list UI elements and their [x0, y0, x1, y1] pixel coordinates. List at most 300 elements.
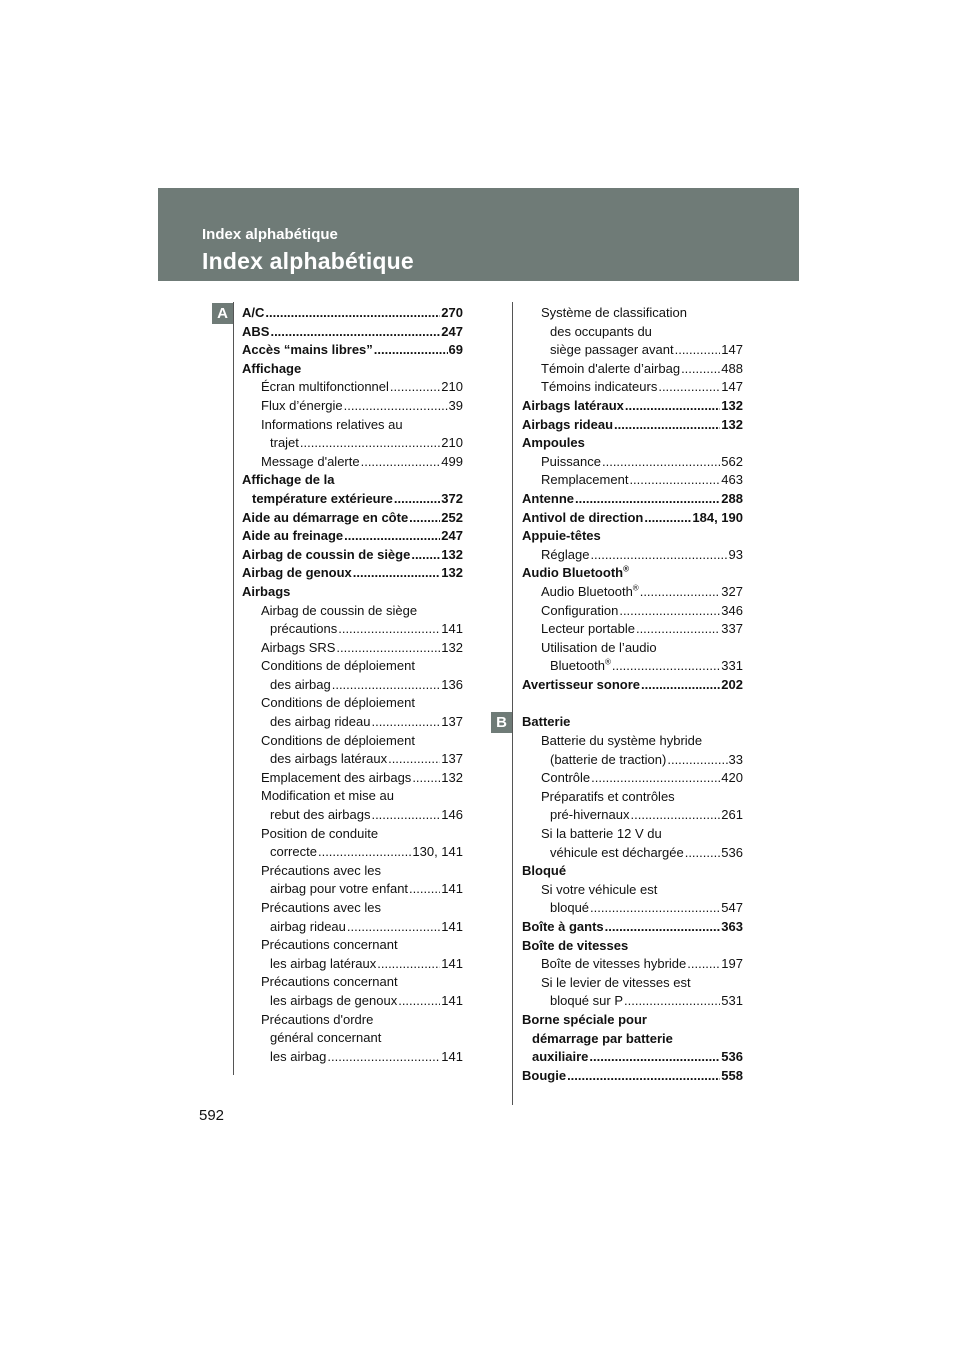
entry-term-text: Conditions de déploiement	[261, 695, 415, 711]
entry-term-text: Remplacement	[541, 472, 629, 488]
entry-term-text: Configuration	[541, 602, 619, 618]
page-reference[interactable]: 33	[728, 751, 743, 767]
entry-term-text: Bloqué	[522, 863, 567, 879]
index-entry-boite-de-vitesses	[522, 937, 743, 956]
index-entry-general-concernant	[242, 1029, 463, 1048]
index-entry-batterie-de-traction[interactable]	[522, 751, 743, 770]
entry-term	[550, 899, 589, 918]
page-reference[interactable]: 531	[721, 993, 743, 1009]
index-entry-precautions[interactable]	[242, 620, 463, 639]
page-reference[interactable]: 93	[728, 546, 743, 562]
page-number: 592	[199, 1107, 225, 1124]
dot-leader	[567, 1067, 720, 1086]
entry-term	[261, 936, 398, 955]
index-entry-remplacement[interactable]	[522, 471, 743, 490]
index-entry-bougie[interactable]	[522, 1067, 743, 1086]
page-reference[interactable]: 346	[721, 602, 743, 618]
page-reference[interactable]: 141	[441, 621, 463, 637]
page-reference[interactable]: 247	[441, 323, 463, 339]
entry-term-text: auxiliaire	[532, 1049, 589, 1065]
page-reference[interactable]: 136	[441, 676, 463, 692]
entry-term-text: Ampoules	[522, 435, 585, 451]
entry-term	[252, 490, 393, 509]
index-entry-airbag-de-genoux[interactable]	[242, 564, 463, 583]
index-entry-temperature-exterieure[interactable]	[242, 490, 463, 509]
index-entry-temoins-indicateurs[interactable]	[522, 378, 743, 397]
index-entry-airbag-pour-votre-enfant[interactable]	[242, 880, 463, 899]
entry-term-text: Précautions avec les	[261, 862, 381, 878]
entry-term	[261, 602, 417, 621]
page-reference[interactable]: 488	[721, 360, 743, 376]
index-entry-aide-au-freinage[interactable]	[242, 527, 463, 546]
page-reference[interactable]: 252	[441, 509, 463, 525]
entry-term-text: général concernant	[270, 1030, 382, 1046]
page-reference[interactable]: 210	[441, 379, 463, 395]
entry-term-text: véhicule est déchargée	[550, 844, 684, 860]
entry-term-text: température extérieure	[252, 490, 393, 506]
page-reference[interactable]: 137	[441, 714, 463, 730]
entry-term-text: les airbags de genoux	[270, 992, 398, 1008]
dot-leader	[636, 620, 720, 639]
dot-leader	[625, 397, 720, 416]
entry-term	[522, 490, 574, 509]
registered-mark: ®	[623, 564, 629, 574]
page-reference[interactable]: 558	[721, 1067, 743, 1083]
entry-term	[522, 713, 570, 732]
entry-term-text: A/C	[242, 305, 265, 320]
index-entry-bloque[interactable]	[522, 899, 743, 918]
page-reference[interactable]: 197	[721, 956, 743, 972]
dot-leader	[374, 341, 448, 360]
entry-term-text: Antenne	[522, 490, 574, 506]
entry-term-text: Boîte de vitesses	[522, 937, 629, 953]
entry-term	[522, 862, 566, 881]
entry-term	[541, 620, 635, 639]
index-entry-appuie-tetes	[522, 527, 743, 546]
dot-leader	[327, 1048, 440, 1067]
entry-term-text: Réglage	[541, 546, 590, 562]
index-entry-abs[interactable]	[242, 323, 463, 342]
index-entry-batterie	[522, 713, 743, 732]
dot-leader	[300, 434, 440, 453]
entry-term-text: Airbag de coussin de siège	[261, 602, 418, 618]
dot-leader	[332, 676, 441, 695]
entry-term-text: trajet	[270, 435, 299, 451]
page-reference[interactable]: 331	[721, 658, 743, 674]
dot-leader	[390, 378, 440, 397]
entry-term	[270, 918, 346, 937]
index-entry-emplacement-des-airbags[interactable]	[242, 769, 463, 788]
index-entry-precautions-d-ordre	[242, 1011, 463, 1030]
entry-term-text: Audio Bluetooth	[541, 583, 633, 599]
page-reference[interactable]: 562	[721, 453, 743, 469]
page-reference[interactable]: 210	[441, 435, 463, 451]
dot-leader	[409, 880, 440, 899]
dot-leader	[685, 844, 721, 863]
entry-term	[541, 583, 639, 602]
entry-term-text: Airbags SRS	[261, 639, 336, 655]
entry-term	[550, 341, 674, 360]
index-entry-affichage-de-la	[242, 471, 463, 490]
dot-leader	[681, 360, 720, 379]
page-reference[interactable]: 270	[441, 305, 463, 320]
index-entry-conditions-de-deploiement	[242, 657, 463, 676]
entry-term	[541, 955, 686, 974]
index-entry-bloque	[522, 862, 743, 881]
entry-term	[270, 1029, 381, 1048]
entry-term	[261, 639, 335, 658]
entry-term	[261, 769, 411, 788]
entry-term	[550, 806, 630, 825]
index-entry-ecran-multifonctionnel[interactable]	[242, 378, 463, 397]
entry-term-text: Accès “mains libres”	[242, 342, 373, 358]
dot-leader	[590, 546, 727, 565]
dot-leader	[631, 806, 721, 825]
entry-term	[261, 732, 415, 751]
dot-leader	[361, 453, 441, 472]
page-reference[interactable]: 132	[441, 565, 463, 581]
entry-term	[522, 527, 601, 546]
entry-term-text: Airbags rideau	[522, 416, 614, 432]
entry-term-text: démarrage par batterie	[532, 1030, 673, 1046]
entry-term	[242, 527, 343, 546]
entry-term	[522, 676, 640, 695]
entry-term	[242, 546, 410, 565]
index-entry-airbag-rideau[interactable]	[242, 918, 463, 937]
dot-leader	[265, 304, 440, 323]
index-entry-auxiliaire[interactable]	[522, 1048, 743, 1067]
entry-term	[541, 732, 702, 751]
entry-term-text: Bluetooth	[550, 658, 605, 674]
index-entry-conditions-de-deploiement	[242, 732, 463, 751]
page-reference[interactable]: 69	[448, 342, 463, 358]
entry-term	[541, 304, 687, 323]
entry-term-text: Airbag de genoux	[242, 565, 352, 581]
entry-term	[270, 806, 370, 825]
page-reference[interactable]: 337	[721, 621, 743, 637]
index-entry-a-c[interactable]	[242, 304, 463, 323]
entry-term-text: pré-hivernaux	[550, 807, 630, 823]
index-entry-boite-a-gants[interactable]	[522, 918, 743, 937]
entry-term	[550, 323, 652, 342]
entry-term-text: Précautions concernant	[261, 937, 398, 953]
entry-term	[270, 955, 376, 974]
page-reference[interactable]: 363	[721, 919, 743, 934]
entry-term	[261, 453, 360, 472]
dot-leader	[409, 509, 440, 528]
entry-term	[541, 471, 628, 490]
index-entry-borne-speciale-pour	[522, 1011, 743, 1030]
index-entry-audio-bluetooth	[522, 564, 743, 583]
entry-term-text: Témoins indicateurs	[541, 379, 658, 395]
dot-leader	[629, 471, 720, 490]
entry-term	[541, 360, 680, 379]
dot-leader	[318, 843, 411, 862]
entry-term	[541, 825, 662, 844]
dot-leader	[589, 1048, 720, 1067]
index-entry-bluetooth[interactable]	[522, 657, 743, 676]
index-entry-affichage	[242, 360, 463, 379]
index-entry-pre-hivernaux[interactable]	[522, 806, 743, 825]
index-entry-lecteur-portable[interactable]	[522, 620, 743, 639]
page-reference[interactable]: 536	[721, 1049, 743, 1065]
index-entry-antenne[interactable]	[522, 490, 743, 509]
dot-leader	[644, 509, 691, 528]
page-reference[interactable]: 202	[721, 676, 743, 692]
page-reference[interactable]: 288	[721, 490, 743, 506]
section-gap	[522, 694, 743, 713]
index-entry-airbag-de-coussin-de-siege	[242, 602, 463, 621]
entry-term	[522, 918, 604, 937]
entry-term	[522, 1011, 647, 1030]
index-entry-boite-de-vitesses-hybride[interactable]	[522, 955, 743, 974]
index-entry-si-le-levier-de-vitesses-est	[522, 974, 743, 993]
index-entry-ampoules	[522, 434, 743, 453]
index-entry-si-votre-vehicule-est	[522, 881, 743, 900]
entry-term	[270, 620, 337, 639]
entry-term-text: Bougie	[522, 1067, 567, 1083]
index-entry-airbags-lateraux[interactable]	[522, 397, 743, 416]
registered-mark: ®	[632, 583, 639, 593]
entry-term	[261, 416, 403, 435]
entry-term	[242, 360, 301, 379]
index-entry-precautions-concernant	[242, 936, 463, 955]
index-entry-bloque-sur-p[interactable]	[522, 992, 743, 1011]
entry-term	[242, 509, 408, 528]
index-entry-configuration[interactable]	[522, 602, 743, 621]
dot-leader	[344, 527, 440, 546]
dot-leader	[411, 546, 440, 565]
page-reference[interactable]: 499	[441, 453, 463, 469]
index-entry-temoin-d-alerte-d-airbag[interactable]	[522, 360, 743, 379]
entry-term-text: Airbags latéraux	[522, 397, 624, 413]
dot-leader	[398, 992, 440, 1011]
dot-leader	[614, 416, 720, 435]
entry-term-text: bloqué	[550, 900, 590, 916]
entry-term	[550, 992, 623, 1011]
dot-leader	[605, 918, 721, 937]
entry-term	[541, 453, 601, 472]
entry-term-text: Conditions de déploiement	[261, 732, 415, 748]
dot-leader	[270, 323, 440, 342]
index-entry-aide-au-demarrage-en-cote[interactable]	[242, 509, 463, 528]
index-entry-rebut-des-airbags[interactable]	[242, 806, 463, 825]
index-entry-airbag-de-coussin-de-siege[interactable]	[242, 546, 463, 565]
dot-leader	[371, 713, 440, 732]
index-entry-siege-passager-avant[interactable]	[522, 341, 743, 360]
index-entry-flux-d-energie[interactable]	[242, 397, 463, 416]
index-entry-batterie-du-systeme-hybride	[522, 732, 743, 751]
column-rule-right	[512, 302, 513, 1105]
entry-term	[261, 973, 398, 992]
page-reference[interactable]: 132	[441, 546, 463, 562]
page-reference[interactable]: 132	[441, 769, 463, 785]
index-entry-les-airbag-lateraux[interactable]	[242, 955, 463, 974]
page-reference[interactable]: 536	[721, 844, 743, 860]
dot-leader	[675, 341, 721, 360]
index-entry-precautions-avec-les	[242, 862, 463, 881]
section-tab-b[interactable]: B	[491, 712, 512, 733]
page-reference[interactable]: 463	[721, 472, 743, 488]
entry-term	[522, 416, 613, 435]
index-entry-precautions-concernant	[242, 973, 463, 992]
index-entry-des-airbags-lateraux[interactable]	[242, 750, 463, 769]
index-entry-antivol-de-direction[interactable]	[522, 509, 743, 528]
page-reference[interactable]: 141	[441, 1048, 463, 1064]
dot-leader	[667, 751, 727, 770]
entry-term	[270, 713, 370, 732]
entry-term-text: Préparatifs et contrôles	[541, 788, 675, 804]
entry-term-text: Avertisseur sonore	[522, 676, 641, 692]
entry-term-text: ABS	[242, 323, 270, 339]
dot-leader	[641, 676, 720, 695]
entry-term-text: airbag pour votre enfant	[270, 881, 409, 897]
index-entry-precautions-avec-les	[242, 899, 463, 918]
entry-term-text: Aide au démarrage en côte	[242, 509, 409, 525]
dot-leader	[602, 453, 720, 472]
index-entry-airbags-rideau[interactable]	[522, 416, 743, 435]
page-reference[interactable]: 137	[441, 751, 463, 767]
entry-term-text: Flux d’énergie	[261, 397, 343, 413]
dot-leader	[347, 918, 440, 937]
page-reference[interactable]: 130, 141	[412, 844, 463, 860]
entry-term-text: siège passager avant	[550, 342, 674, 358]
page-reference[interactable]: 420	[721, 770, 743, 786]
dot-leader	[412, 769, 440, 788]
index-entry-demarrage-par-batterie	[522, 1030, 743, 1049]
entry-term	[522, 564, 629, 583]
entry-term	[270, 1048, 326, 1067]
entry-term-text: Emplacement des airbags	[261, 769, 412, 785]
page-title: Index alphabétique	[202, 248, 414, 274]
entry-term	[522, 937, 628, 956]
dot-leader	[658, 378, 720, 397]
entry-term-text: les airbag latéraux	[270, 955, 377, 971]
index-entry-si-la-batterie-12-v-du	[522, 825, 743, 844]
entry-term-text: les airbag	[270, 1048, 327, 1064]
index-entry-les-airbag[interactable]	[242, 1048, 463, 1067]
entry-term-text: Si la batterie 12 V du	[541, 826, 662, 842]
entry-term-text: correcte	[270, 844, 317, 860]
entry-term	[541, 974, 691, 993]
index-entry-avertisseur-sonore[interactable]	[522, 676, 743, 695]
entry-term-text: Contrôle	[541, 770, 591, 786]
entry-term-text: Précautions concernant	[261, 974, 398, 990]
entry-term	[261, 694, 415, 713]
index-entry-puissance[interactable]	[522, 453, 743, 472]
page-reference[interactable]: 132	[441, 639, 463, 655]
page-reference[interactable]: 39	[448, 397, 463, 413]
entry-term-text: Écran multifonctionnel	[261, 379, 389, 395]
entry-term	[270, 843, 317, 862]
header-subtitle: Index alphabétique	[202, 226, 338, 243]
page-reference[interactable]: 132	[721, 416, 743, 432]
entry-term-text: Message d'alerte	[261, 453, 360, 469]
entry-term-text: Si le levier de vitesses est	[541, 974, 691, 990]
page-reference[interactable]: 146	[441, 807, 463, 823]
index-entry-trajet[interactable]	[242, 434, 463, 453]
entry-term	[261, 787, 394, 806]
page-reference[interactable]: 247	[441, 528, 463, 544]
index-entry-controle[interactable]	[522, 769, 743, 788]
entry-term	[261, 378, 389, 397]
entry-term-text: Aide au freinage	[242, 528, 344, 544]
page-reference[interactable]: 141	[441, 955, 463, 971]
page-reference[interactable]: 141	[441, 881, 463, 897]
dot-leader	[612, 657, 720, 676]
page-reference[interactable]: 547	[721, 900, 743, 916]
page-reference[interactable]: 372	[441, 490, 463, 506]
entry-term-text: Informations relatives au	[261, 416, 403, 432]
entry-term-text: Antivol de direction	[522, 509, 644, 525]
dot-leader	[624, 992, 720, 1011]
index-entry-reglage[interactable]	[522, 546, 743, 565]
page-reference[interactable]: 141	[441, 918, 463, 934]
index-entry-des-occupants-du	[522, 323, 743, 342]
entry-term	[522, 434, 585, 453]
index-entry-airbags	[242, 583, 463, 602]
entry-term-text: Précautions d'ordre	[261, 1011, 374, 1027]
index-entry-correcte[interactable]	[242, 843, 463, 862]
entry-term	[522, 397, 624, 416]
index-column-right	[522, 304, 743, 1085]
dot-leader	[640, 583, 721, 602]
index-entry-les-airbags-de-genoux[interactable]	[242, 992, 463, 1011]
index-entry-audio-bluetooth[interactable]	[522, 583, 743, 602]
index-entry-vehicule-est-dechargee[interactable]	[522, 844, 743, 863]
page-reference[interactable]: 327	[721, 583, 743, 599]
entry-term	[242, 564, 352, 583]
entry-term-text: Boîte à gants	[522, 919, 604, 934]
entry-term	[261, 657, 415, 676]
index-entry-conditions-de-deploiement	[242, 694, 463, 713]
entry-term-text: des airbag rideau	[270, 714, 371, 730]
index-entry-message-d-alerte[interactable]	[242, 453, 463, 472]
page-reference[interactable]: 147	[721, 342, 743, 358]
index-entry-des-airbag[interactable]	[242, 676, 463, 695]
page-reference[interactable]: 141	[441, 992, 463, 1008]
page-reference[interactable]: 147	[721, 379, 743, 395]
entry-term	[550, 844, 684, 863]
entry-term	[541, 769, 590, 788]
page-reference[interactable]: 184, 190	[692, 509, 743, 525]
entry-term	[242, 304, 264, 323]
index-entry-utilisation-de-l-audio	[522, 639, 743, 658]
entry-term-text: (batterie de traction)	[550, 751, 667, 767]
entry-term	[242, 583, 290, 602]
entry-term-text: Utilisation de l’audio	[541, 639, 657, 655]
dot-leader	[344, 397, 448, 416]
entry-term	[261, 899, 381, 918]
page-reference[interactable]: 132	[721, 397, 743, 413]
section-tab-a[interactable]: A	[212, 303, 233, 324]
dot-leader	[394, 490, 440, 509]
entry-term	[522, 1067, 566, 1086]
dot-leader	[575, 490, 720, 509]
column-rule-left	[233, 302, 234, 1075]
entry-term	[541, 546, 589, 565]
index-entry-modification-et-mise-au	[242, 787, 463, 806]
entry-term-text: Conditions de déploiement	[261, 658, 415, 674]
entry-term	[261, 1011, 373, 1030]
index-entry-acces-mains-libres[interactable]	[242, 341, 463, 360]
header-band	[158, 188, 799, 281]
entry-term-text: bloqué sur P	[550, 993, 623, 1009]
index-entry-airbags-srs[interactable]	[242, 639, 463, 658]
entry-term-text: Lecteur portable	[541, 621, 635, 637]
index-entry-des-airbag-rideau[interactable]	[242, 713, 463, 732]
page-reference[interactable]: 261	[721, 807, 743, 823]
